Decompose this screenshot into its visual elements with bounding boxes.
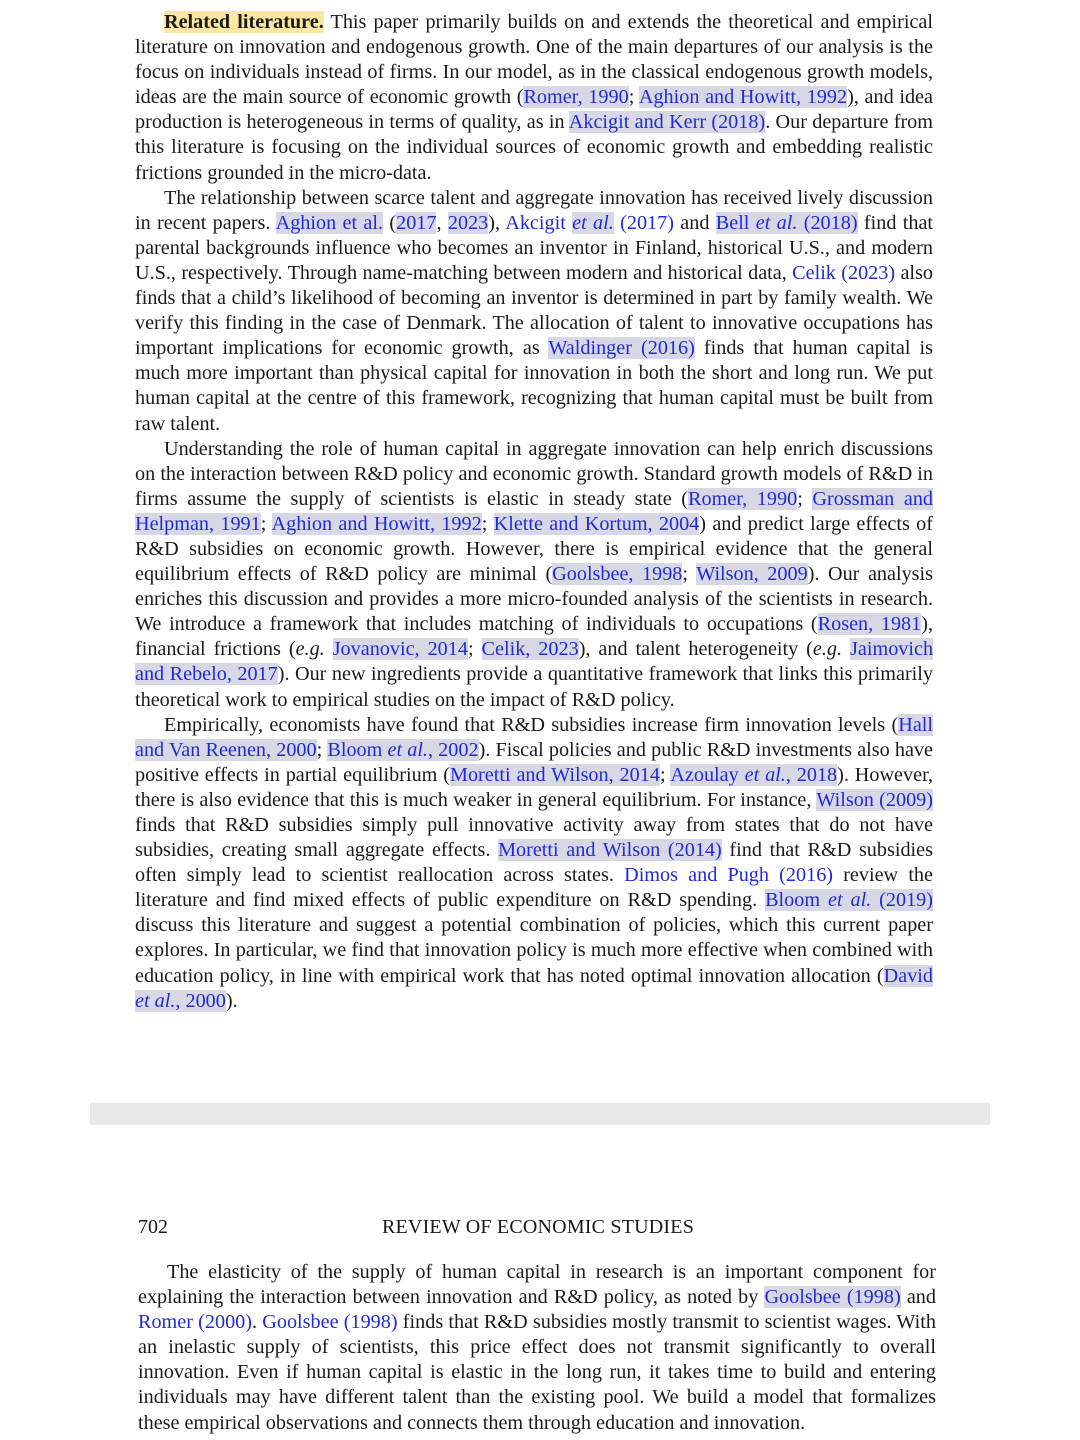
citation-link[interactable]: Aghion et al.: [275, 211, 384, 234]
body-text: ). However, there is also evidence that this is much weaker in general equilibrium. For instance,: [135, 763, 934, 811]
body-text: .: [252, 1311, 263, 1334]
body-text: The elasticity of the supply of human capital in research is an important component for explaining the interaction between innovation and R&D policy, as noted by: [138, 1261, 936, 1309]
body-text: (: [443, 763, 450, 786]
body-text: ;: [481, 512, 494, 535]
citation-link[interactable]: Moretti and Wilson, 2014: [450, 763, 660, 786]
citation-link[interactable]: et al.: [572, 211, 614, 234]
citation-link[interactable]: Bell: [715, 211, 756, 234]
page-header: [138, 1216, 938, 1242]
body-text: ), and talent heterogeneity (: [578, 638, 813, 661]
body-text: ;: [797, 487, 813, 510]
citation-link[interactable]: Jovanovic, 2014: [332, 638, 468, 661]
body-text: (: [810, 613, 818, 636]
citation-link[interactable]: Waldinger (2016): [548, 337, 695, 360]
citation-link[interactable]: , 2002: [427, 738, 479, 761]
citation-link[interactable]: Rosen, 1981: [817, 613, 922, 636]
body-text: find that R&D subsidies often simply lead to scientist reallocation across states.: [135, 839, 933, 887]
body-text: finds that R&D subsidies simply pull innovative activity away from states that do not have subsidies, creating small aggregate effects.: [135, 814, 933, 862]
citation-link[interactable]: Romer (2000): [138, 1311, 252, 1334]
citation-link[interactable]: Jaimovich and Rebelo, 2017: [135, 638, 934, 686]
citation-link[interactable]: Moretti and Wilson (2014): [498, 839, 722, 862]
citation-link[interactable]: Dimos and Pugh (2016): [624, 864, 834, 887]
paragraph-scarce-talent: [135, 186, 933, 437]
citation-link[interactable]: (2017): [613, 211, 674, 234]
body-text: ;: [659, 763, 671, 786]
running-head: REVIEW OF ECONOMIC STUDIES: [381, 1216, 695, 1238]
page-number: 702: [138, 1216, 168, 1238]
body-text: Empirically, economists have found that R&D subsidies increase firm innovation levels: [164, 713, 892, 736]
citation-link[interactable]: Goolsbee (1998): [262, 1311, 398, 1334]
body-text: ;: [628, 86, 639, 109]
citation-link[interactable]: Bloom: [327, 738, 388, 761]
citation-link[interactable]: Goolsbee (1998): [764, 1286, 901, 1309]
body-text: [842, 638, 850, 660]
citation-link[interactable]: et al.: [387, 738, 428, 761]
citation-link[interactable]: et al.: [755, 211, 798, 234]
body-text: This paper primarily builds on and extends the theoretical and empirical literature on innovation and endogenous growth. One of the main departures of our analysis is the focus on individuals instead of firms. In our model, as in the classical endogenous growth models, ideas are the main source of economic growth: [135, 11, 933, 109]
body-text: ), and idea production is heterogeneous in terms of quality, as in: [135, 86, 933, 134]
citation-link[interactable]: Celik (2023): [792, 261, 896, 284]
citation-link[interactable]: (2018): [797, 211, 858, 234]
body-text: ),: [488, 211, 506, 234]
body-text: (: [891, 713, 899, 736]
body-text: (: [516, 86, 524, 109]
citation-link[interactable]: David: [883, 964, 933, 987]
body-text: ;: [467, 638, 482, 661]
paragraph-related-literature: [135, 10, 933, 186]
body-text: and: [673, 211, 716, 234]
body-text: ), financial frictions (: [135, 613, 934, 661]
citation-link[interactable]: Klette and Kortum, 2004: [493, 512, 700, 535]
body-text: also finds that a child’s likelihood of becoming an inventor is determined in part by family wealth. We verify this finding in the case of Denmark. The allocation of talent to innovative occupations has important implications for economic growth, as: [135, 261, 933, 360]
body-text: [325, 638, 333, 660]
citation-link[interactable]: Aghion and Howitt, 1992: [271, 512, 482, 535]
body-text: find that parental backgrounds influence who becomes an inventor in Finland, historical U.S., and modern U.S., respectively. Through name-matching between modern and historical data,: [135, 211, 934, 284]
citation-link[interactable]: Romer, 1990: [688, 487, 798, 510]
citation-link[interactable]: , 2018: [785, 763, 838, 786]
citation-link[interactable]: Wilson (2009): [816, 788, 933, 811]
body-text: ). Our new ingredients provide a quantitative framework that links this primarily theoretical work to empirical studies on the impact of R&D policy.: [135, 663, 933, 711]
body-text: (: [383, 211, 397, 234]
citation-link[interactable]: Bloom: [765, 889, 828, 912]
italic-text: e.g.: [295, 638, 325, 661]
citation-link[interactable]: (2019): [871, 889, 933, 912]
citation-link[interactable]: Aghion and Howitt, 1992: [638, 86, 848, 109]
citation-link[interactable]: et al.: [827, 889, 872, 912]
citation-link[interactable]: Grossman and Helpman, 1991: [135, 487, 934, 535]
page-top-text-block: [135, 10, 933, 1014]
body-text: Understanding the role of human capital in aggregate innovation can help enrich discussions on the interaction between R&D policy and economic growth. Standard growth models of R&D in firms assume the supply of scientists is elastic in steady state: [135, 437, 933, 510]
citation-link[interactable]: Goolsbee, 1998: [552, 563, 683, 586]
body-text: ;: [260, 512, 272, 535]
citation-link[interactable]: et al.: [135, 989, 176, 1012]
body-text: ;: [682, 563, 697, 586]
body-text: ). Our analysis enriches this discussion and provides a more micro-founded analysis of the scientists in research. We introduce a framework that includes matching of individuals to occupations: [135, 563, 933, 636]
citation-link[interactable]: Romer, 1990: [523, 86, 629, 109]
paragraph-empirical-rd-subsidies: [135, 713, 933, 1014]
page-break-divider: [90, 1103, 990, 1125]
citation-link[interactable]: Wilson, 2009: [696, 563, 808, 586]
citation-link[interactable]: 2023: [447, 211, 489, 234]
body-text: discuss this literature and suggest a potential combination of policies, which this current paper explores. In particular, we find that innovation policy is much more effective when combined with education policy, in line with empirical work that has noted optimal innovation allocation: [135, 914, 933, 987]
body-text: ).: [225, 989, 238, 1012]
body-text: ;: [316, 738, 328, 761]
body-text: finds that human capital is much more important than physical capital for innovation in both the short and long run. We put human capital at the centre of this framework, recognizing that human capital must be built from raw talent.: [135, 337, 934, 435]
body-text: and: [900, 1286, 936, 1309]
italic-text: e.g.: [812, 638, 843, 661]
body-text: review the literature and find mixed effects of public expenditure on R&D spending.: [135, 864, 933, 912]
body-text: The relationship between scarce talent and aggregate innovation has received lively discussion in recent papers.: [135, 186, 933, 234]
body-text: ). Fiscal policies and public R&D investments also have positive effects in partial equilibrium: [135, 738, 934, 786]
body-text: (: [876, 964, 884, 987]
citation-link[interactable]: Akcigit: [505, 211, 573, 234]
citation-link[interactable]: Akcigit and Kerr (2018): [568, 111, 766, 134]
body-text: ) and predict large effects of R&D subsidies on economic growth. However, there is empirical evidence that the general equilibrium effects of R&D policy are minimal: [135, 512, 933, 586]
citation-link[interactable]: , 2000: [175, 989, 226, 1012]
body-text: (: [681, 487, 689, 510]
section-runin-heading: Related literature.: [164, 11, 324, 33]
citation-link[interactable]: Azoulay: [670, 763, 745, 786]
citation-link[interactable]: Celik, 2023: [481, 638, 579, 661]
citation-link[interactable]: Hall and Van Reenen, 2000: [135, 713, 933, 761]
citation-link[interactable]: et al.: [744, 763, 786, 786]
page-bottom-text-block: [138, 1260, 936, 1436]
body-text: ,: [436, 211, 448, 234]
citation-link[interactable]: 2017: [396, 211, 437, 234]
paragraph-human-capital-rd-policy: [135, 437, 933, 713]
body-text: . Our departure from this literature is focusing on the individual sources of economic growth and embedding realistic frictions grounded in the micro-data.: [135, 111, 933, 184]
body-text: (: [545, 563, 553, 586]
body-text: finds that R&D subsidies mostly transmit to scientist wages. With an inelastic supply of scientists, this price effect does not transmit significantly to overall innovation. Even if human capital is elastic in the long run, it takes time to build and entering individuals may have different talent than the existing pool. We build a model that formalizes these empirical observations and connects them through education and innovation.: [138, 1311, 936, 1434]
paragraph-elasticity-human-capital: [138, 1260, 936, 1436]
